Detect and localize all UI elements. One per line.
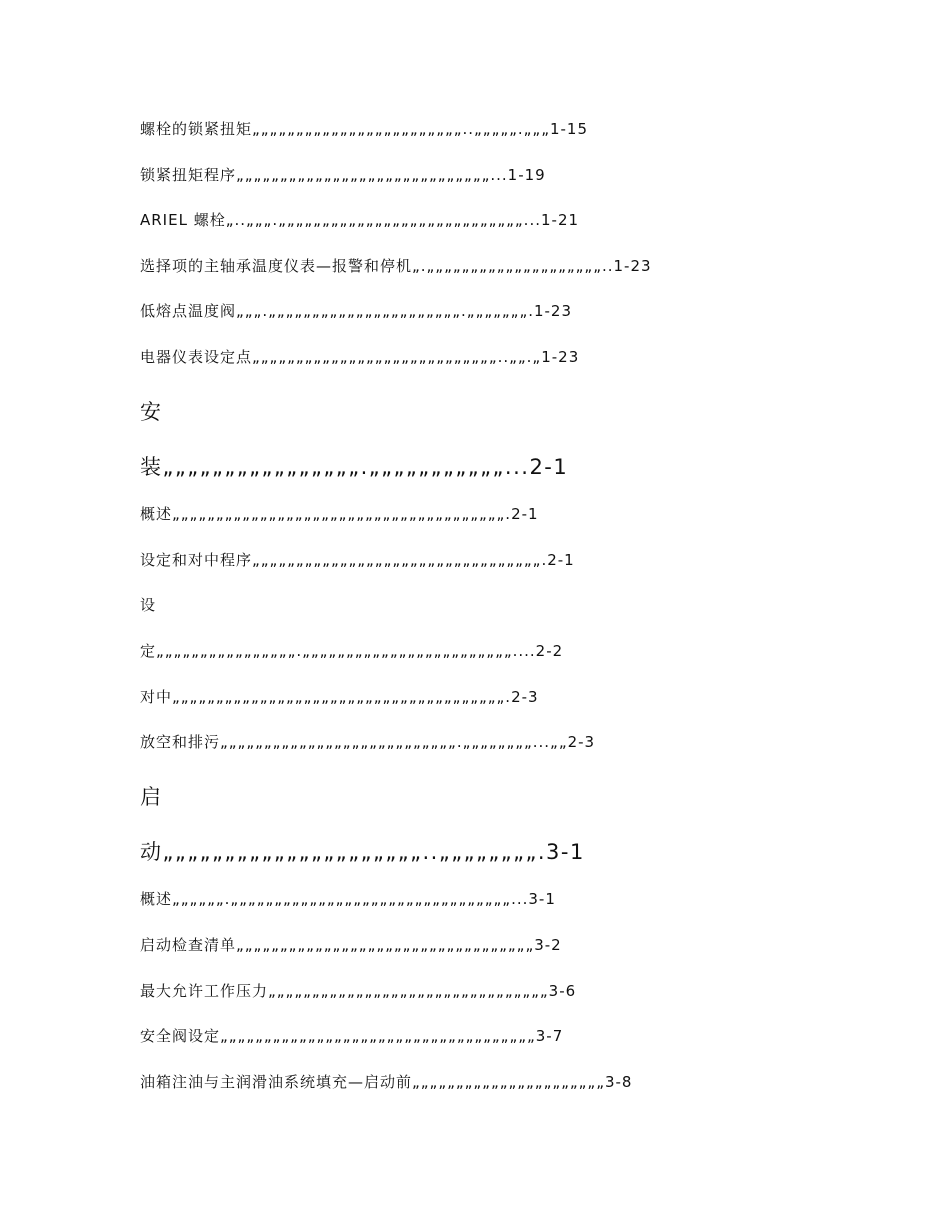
toc-entry-electrical-setpoints: 电器仪表设定点„„„„„„„„„„„„„„„„„„„„„„„„„„„„..„„.„1-23 (140, 348, 580, 366)
toc-entry-low-melting-valve: 低熔点温度阀„„„.„„„„„„„„„„„„„„„„„„„„„„.„„„„„„„.1-23 (140, 302, 573, 320)
toc-section-startup: 动„„„„„„„„„„„„„„„„„„„„„..„„„„„„„„.3-1 (140, 840, 585, 864)
toc-entry-ariel-bolts: ARIEL 螺栓„..„„„.„„„„„„„„„„„„„„„„„„„„„„„„„„„„...1-21 (140, 211, 580, 229)
toc-entry-max-pressure: 最大允许工作压力„„„„„„„„„„„„„„„„„„„„„„„„„„„„„„„„3-6 (140, 982, 577, 1000)
toc-entry-setup: 定„„„„„„„„„„„„„„„„.„„„„„„„„„„„„„„„„„„„„„„„„....2-2 (140, 642, 564, 660)
toc-entry-overview-2: 概述„„„„„„„„„„„„„„„„„„„„„„„„„„„„„„„„„„„„„„.2-1 (140, 505, 539, 523)
toc-entry-overview-3: 概述„„„„„„.„„„„„„„„„„„„„„„„„„„„„„„„„„„„„„„„...3-1 (140, 890, 556, 908)
toc-entry-bearing-temperature: 选择项的主轴承温度仪表—报警和停机„.„„„„„„„„„„„„„„„„„„„„..1-23 (140, 257, 652, 275)
toc-entry-setup-alignment: 设定和对中程序„„„„„„„„„„„„„„„„„„„„„„„„„„„„„„„„„.2-1 (140, 551, 575, 569)
toc-section-startup-first-char: 启 (140, 785, 163, 809)
toc-entry-oil-fill: 油箱注油与主润滑油系统填充—启动前„„„„„„„„„„„„„„„„„„„„„„3-8 (140, 1073, 633, 1091)
toc-entry-vent-drain: 放空和排污„„„„„„„„„„„„„„„„„„„„„„„„„„„.„„„„„„„„...„„2-3 (140, 733, 596, 751)
toc-entry-relief-valve: 安全阀设定„„„„„„„„„„„„„„„„„„„„„„„„„„„„„„„„„„„„3-7 (140, 1027, 564, 1045)
toc-entry-alignment: 对中„„„„„„„„„„„„„„„„„„„„„„„„„„„„„„„„„„„„„„.2-3 (140, 688, 539, 706)
toc-entry-bolt-torque: 螺栓的锁紧扭矩„„„„„„„„„„„„„„„„„„„„„„„„..„„„„„.„„„1-15 (140, 120, 589, 138)
toc-entry-setup-first-char: 设 (140, 596, 157, 614)
toc-section-install: 装„„„„„„„„„„„„„„„„.„„„„„„„„„„„...2-1 (140, 455, 569, 479)
toc-entry-startup-checklist: 启动检查清单„„„„„„„„„„„„„„„„„„„„„„„„„„„„„„„„„„3-2 (140, 936, 562, 954)
toc-section-install-first-char: 安 (140, 400, 163, 424)
toc-entry-torque-procedure: 锁紧扭矩程序„„„„„„„„„„„„„„„„„„„„„„„„„„„„„...1-19 (140, 166, 546, 184)
